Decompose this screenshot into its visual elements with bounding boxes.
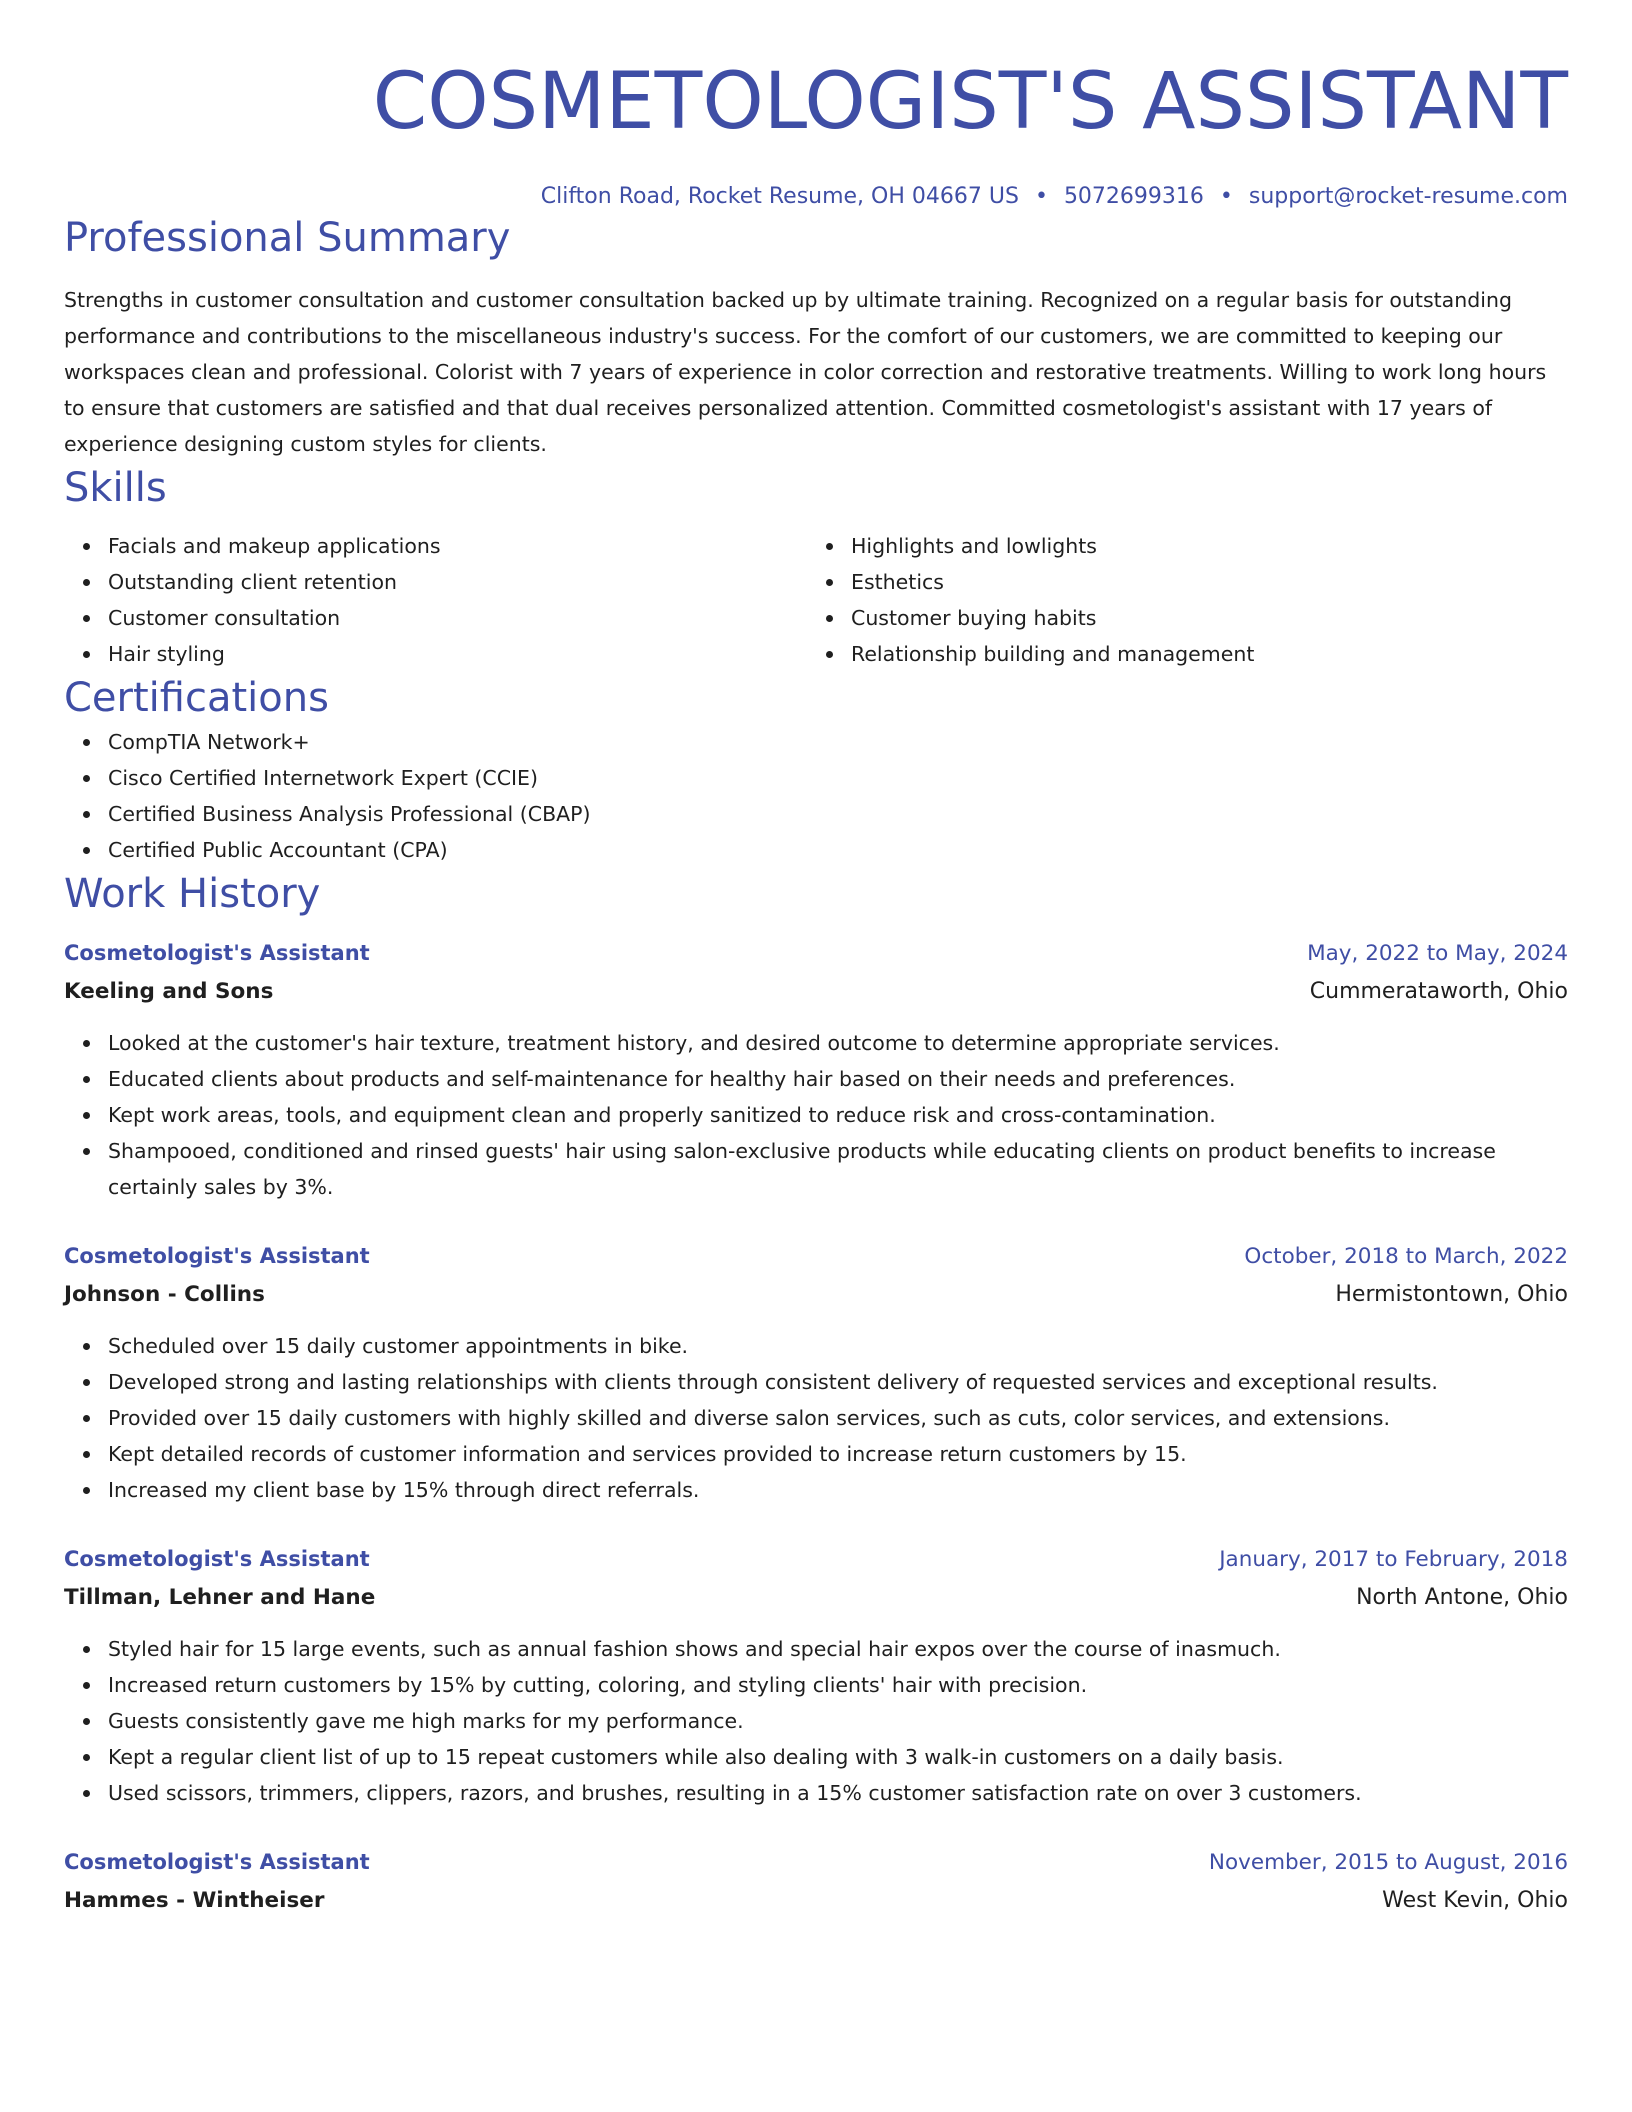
resume-name: COSMETOLOGIST'S ASSISTANT xyxy=(372,57,1568,147)
skill-item: Facials and makeup applications xyxy=(108,528,807,564)
skill-item: Customer buying habits xyxy=(851,600,1550,636)
job-location: West Kevin, Ohio xyxy=(1382,1888,1568,1913)
skill-item: Outstanding client retention xyxy=(108,564,807,600)
contact-address: Clifton Road, Rocket Resume, OH 04667 US xyxy=(540,184,1019,209)
job-bullet: Provided over 15 daily customers with highly skilled and diverse salon services, such as cuts, color services, and extensions. xyxy=(108,1400,1568,1436)
skill-item: Esthetics xyxy=(851,564,1550,600)
job-dates: November, 2015 to August, 2016 xyxy=(1208,1850,1568,1875)
certifications-heading: Certifications xyxy=(64,675,329,721)
job-bullets xyxy=(64,1631,1568,1811)
contact-separator: • xyxy=(1034,184,1048,209)
job-bullet: Used scissors, trimmers, clippers, razors, and brushes, resulting in a 15% customer satisfaction rate on over 3 customers. xyxy=(108,1775,1568,1811)
certification-item: Certified Business Analysis Professional (CBAP) xyxy=(108,796,1568,832)
job-company-row xyxy=(64,973,1568,1011)
job-title: Cosmetologist's Assistant xyxy=(64,1547,370,1571)
summary-heading: Professional Summary xyxy=(64,215,511,261)
job-bullet: Developed strong and lasting relationships with clients through consistent delivery of requested services and exceptional results. xyxy=(108,1364,1568,1400)
job-bullet: Increased return customers by 15% by cutting, coloring, and styling clients' hair with precision. xyxy=(108,1667,1568,1703)
job-bullet: Looked at the customer's hair texture, treatment history, and desired outcome to determine appropriate services. xyxy=(108,1025,1568,1061)
work-history-heading: Work History xyxy=(64,871,321,917)
contact-email: support@rocket-resume.com xyxy=(1248,184,1568,209)
job-header-row xyxy=(64,1843,1568,1882)
job-header-row xyxy=(64,1237,1568,1276)
job-bullet: Kept detailed records of customer information and services provided to increase return customers by 15. xyxy=(108,1436,1568,1472)
certification-item: Cisco Certified Internetwork Expert (CCIE) xyxy=(108,760,1568,796)
certification-item: CompTIA Network+ xyxy=(108,724,1568,760)
job-bullet: Kept work areas, tools, and equipment clean and properly sanitized to reduce risk and cross-contamination. xyxy=(108,1097,1568,1133)
job-bullet: Shampooed, conditioned and rinsed guests' hair using salon-exclusive products while educating clients on product benefits to increase certainly sales by 3%. xyxy=(108,1133,1568,1205)
job-location: Cummerataworth, Ohio xyxy=(1309,979,1568,1004)
skill-item: Customer consultation xyxy=(108,600,807,636)
job-location: North Antone, Ohio xyxy=(1356,1585,1568,1610)
job-company: Hammes - Wintheiser xyxy=(64,1888,325,1913)
job-title: Cosmetologist's Assistant xyxy=(64,941,370,965)
skill-item: Relationship building and management xyxy=(851,636,1550,672)
job-dates: October, 2018 to March, 2022 xyxy=(1244,1244,1568,1269)
job-entry xyxy=(64,1540,1568,1811)
resume-page xyxy=(64,50,1568,1920)
job-company: Johnson - Collins xyxy=(64,1282,265,1307)
skill-item: Highlights and lowlights xyxy=(851,528,1550,564)
job-bullet: Styled hair for 15 large events, such as annual fashion shows and special hair expos over the course of inasmuch. xyxy=(108,1631,1568,1667)
job-dates: January, 2017 to February, 2018 xyxy=(1219,1547,1568,1572)
job-bullets xyxy=(64,1328,1568,1508)
job-header-row xyxy=(64,934,1568,973)
job-company: Tillman, Lehner and Hane xyxy=(64,1585,376,1610)
certifications-list xyxy=(64,724,1568,868)
skills-heading: Skills xyxy=(64,465,167,511)
job-company-row xyxy=(64,1276,1568,1314)
job-company-row xyxy=(64,1882,1568,1920)
job-bullet: Educated clients about products and self-maintenance for healthy hair based on their needs and preferences. xyxy=(108,1061,1568,1097)
job-dates: May, 2022 to May, 2024 xyxy=(1307,941,1568,966)
job-entry xyxy=(64,934,1568,1205)
job-location: Hermistontown, Ohio xyxy=(1335,1282,1568,1307)
job-bullet: Kept a regular client list of up to 15 repeat customers while also dealing with 3 walk-in customers on a daily basis. xyxy=(108,1739,1568,1775)
skills-list-left xyxy=(64,528,807,672)
job-bullet: Guests consistently gave me high marks for my performance. xyxy=(108,1703,1568,1739)
job-entry xyxy=(64,1843,1568,1920)
skills-grid xyxy=(64,528,1568,672)
contact-line xyxy=(64,182,1568,212)
skills-list-right xyxy=(807,528,1550,672)
contact-separator: • xyxy=(1219,184,1233,209)
job-company: Keeling and Sons xyxy=(64,979,274,1004)
certification-item: Certified Public Accountant (CPA) xyxy=(108,832,1568,868)
job-title: Cosmetologist's Assistant xyxy=(64,1244,370,1268)
job-company-row xyxy=(64,1579,1568,1617)
summary-text: Strengths in customer consultation and customer consultation backed up by ultimate training. Recognized on a regular basis for outstanding performance and contributions to the miscellaneous industry's success. For the comfort of our customers, we are committed to keeping our workspaces clean and professional. Colorist with 7 years of experience in color correction and restorative treatments. Willing to work long hours to ensure that customers are satisfied and that dual receives personalized attention. Committed cosmetologist's assistant with 17 years of experience designing custom styles for clients. xyxy=(64,288,1547,456)
skill-item: Hair styling xyxy=(108,636,807,672)
contact-phone: 5072699316 xyxy=(1063,184,1204,209)
job-bullet: Scheduled over 15 daily customer appointments in bike. xyxy=(108,1328,1568,1364)
job-entry xyxy=(64,1237,1568,1508)
job-bullets xyxy=(64,1025,1568,1205)
job-header-row xyxy=(64,1540,1568,1579)
job-bullet: Increased my client base by 15% through direct referrals. xyxy=(108,1472,1568,1508)
job-title: Cosmetologist's Assistant xyxy=(64,1850,370,1874)
